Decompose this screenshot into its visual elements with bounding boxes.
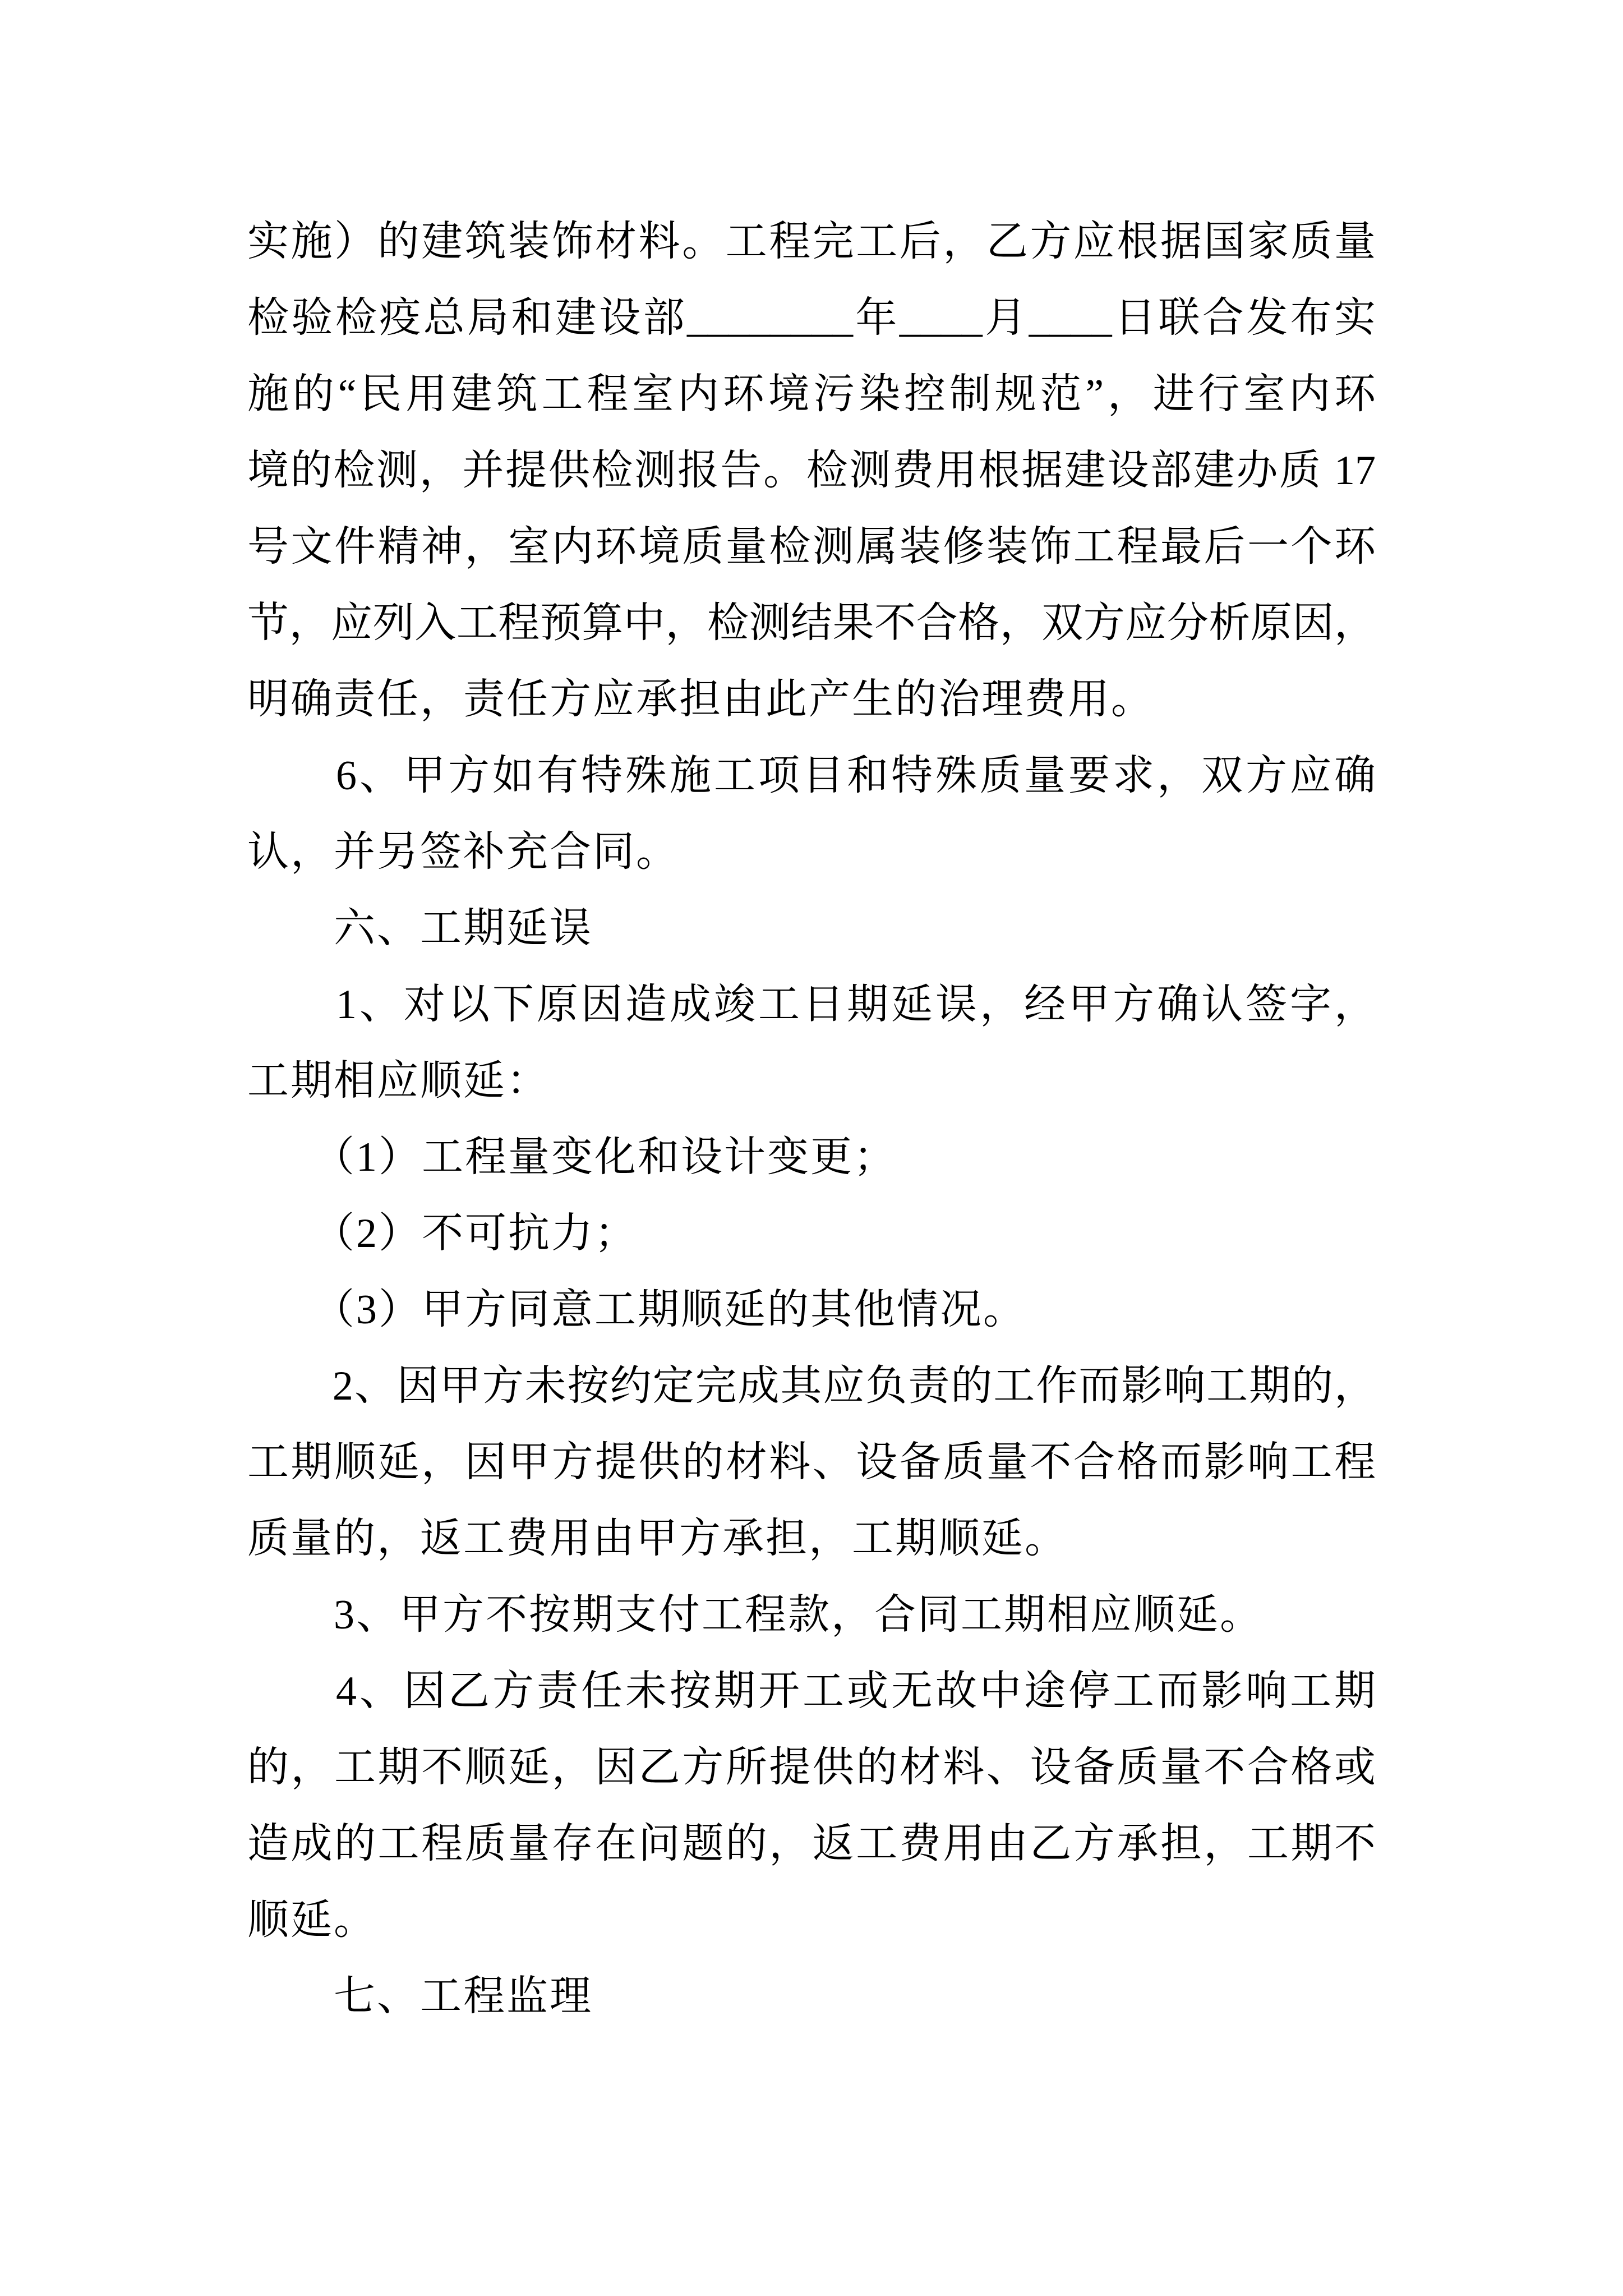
text-line-10: 六、工期延误 xyxy=(247,905,593,951)
text-line-11: 1、对以下原因造成竣工日期延误，经甲方确认签字， xyxy=(247,982,1376,1028)
text-line-1: 实施）的建筑装饰材料。工程完工后，乙方应根据国家质量 xyxy=(247,219,1376,265)
text-line-7: 明确责任，责任方应承担由此产生的治理费用。 xyxy=(247,677,1154,723)
text-line-13: （1）工程量变化和设计变更； xyxy=(247,1134,897,1180)
text-line-23: 顺延。 xyxy=(247,1897,377,1943)
text-line-6: 节，应列入工程预算中，检测结果不合格，双方应分析原因， xyxy=(247,600,1376,646)
text-line-19: 3、甲方不按期支付工程款，合同工期相应顺延。 xyxy=(247,1592,1263,1638)
text-line-8: 6、甲方如有特殊施工项目和特殊质量要求，双方应确 xyxy=(247,753,1376,799)
text-line-2: 检验检疫总局和建设部________年____月____日联合发布实 xyxy=(247,295,1376,341)
text-line-20: 4、因乙方责任未按期开工或无故中途停工而影响工期 xyxy=(247,1668,1376,1714)
text-line-12: 工期相应顺延： xyxy=(247,1058,550,1104)
text-line-4: 境的检测，并提供检测报告。检测费用根据建设部建办质 17 xyxy=(247,448,1376,494)
text-line-16: 2、因甲方未按约定完成其应负责的工作而影响工期的， xyxy=(247,1363,1376,1409)
text-line-3: 施的“民用建筑工程室内环境污染控制规范”，进行室内环 xyxy=(247,371,1376,417)
text-line-17: 工期顺延，因甲方提供的材料、设备质量不合格而影响工程 xyxy=(247,1439,1376,1485)
text-line-21: 的，工期不顺延，因乙方所提供的材料、设备质量不合格或 xyxy=(247,1745,1376,1791)
text-line-5: 号文件精神，室内环境质量检测属装修装饰工程最后一个环 xyxy=(247,524,1376,570)
text-line-15: （3）甲方同意工期顺延的其他情况。 xyxy=(247,1287,1026,1333)
text-line-18: 质量的，返工费用由甲方承担，工期顺延。 xyxy=(247,1516,1068,1562)
text-line-9: 认，并另签补充合同。 xyxy=(247,829,679,875)
document-body xyxy=(247,204,1376,2035)
text-line-22: 造成的工程质量存在问题的，返工费用由乙方承担，工期不 xyxy=(247,1821,1376,1867)
text-line-14: （2）不可抗力； xyxy=(247,1211,638,1257)
text-line-24: 七、工程监理 xyxy=(247,1973,593,2019)
